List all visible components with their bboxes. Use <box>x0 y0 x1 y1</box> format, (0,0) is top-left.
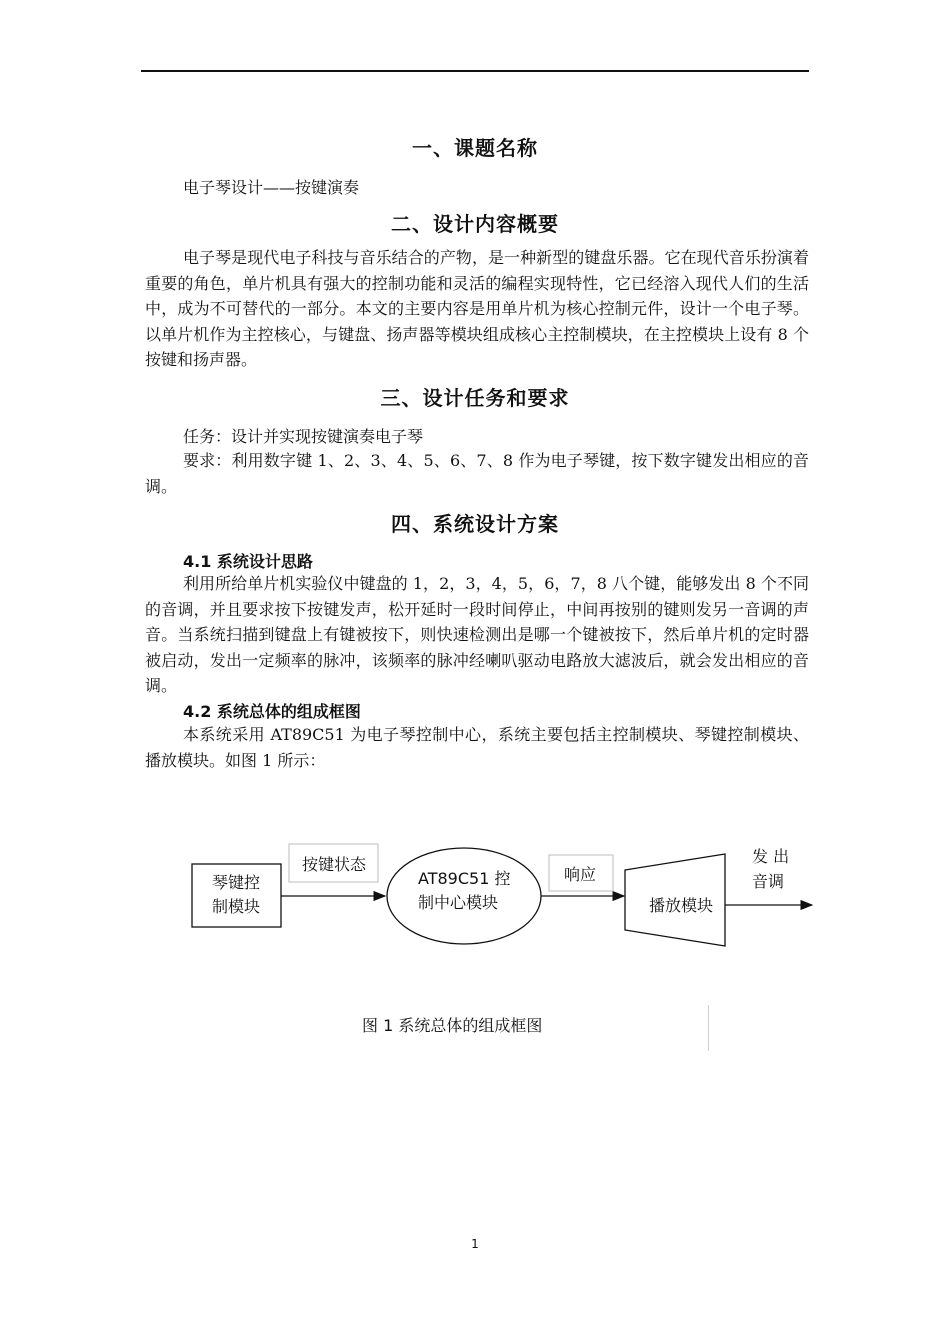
heading-tasks: 三、设计任务和要求 <box>380 386 570 410</box>
header-rule <box>141 70 809 72</box>
player-label: 播放模块 <box>648 896 714 915</box>
subheading-4-1: 4.1 系统设计思路 <box>183 552 313 571</box>
requirement-paragraph: 要求：利用数字键 1、2、3、4、5、6、7、8 作为电子琴键，按下数字键发出相应的音调。 <box>145 451 809 496</box>
task-text: 任务：设计并实现按键演奏电子琴 <box>183 427 424 446</box>
response-label: 响应 <box>563 865 597 884</box>
heading-summary: 二、设计内容概要 <box>391 212 559 236</box>
caption-divider <box>708 1005 709 1051</box>
heading-scheme: 四、系统设计方案 <box>391 512 559 536</box>
figure-caption: 图 1 系统总体的组成框图 <box>362 1016 543 1035</box>
mcu-label-1: AT89C51 控 <box>418 869 511 888</box>
key-state-label: 按键状态 <box>301 855 367 874</box>
summary-paragraph: 电子琴是现代电子科技与音乐结合的产物，是一种新型的键盘乐器。它在现代音乐扮演着重要的角色，单片机具有强大的控制功能和灵活的编程实现特性，它已经溶入现代人们的生活中，成为不可替代的一部分。本文的主要内容是用单片机为核心控制元件，设计一个电子琴。以单片机作为主控核心，与键盘、扬声器等模块组成核心主控制模块，在主控模块上设有 8 个按键和扬声器。 <box>145 248 809 369</box>
key-control-label-2: 制模块 <box>211 897 261 916</box>
output-label-1: 发 出 <box>752 847 790 866</box>
design-idea-paragraph: 利用所给单片机实验仪中键盘的 1，2，3，4，5，6，7，8 八个键，能够发出 8 个不同的音调，并且要求按下按键发声，松开延时一段时间停止，中间再按别的键则发另一音调的声音。当系统扫描到键盘上有键被按下，则快速检测出是哪一个键被按下，然后单片机的定时器被启动，发出一定频率的脉冲，该频率的脉冲经喇叭驱动电路放大滤波后，就会发出相应的音调。 <box>145 574 809 695</box>
topic-text: 电子琴设计——按键演奏 <box>183 178 360 197</box>
mcu-label-2: 制中心模块 <box>418 893 499 912</box>
output-label-2: 音调 <box>752 872 785 891</box>
key-control-label-1: 琴键控 <box>211 873 261 892</box>
heading-topic: 一、课题名称 <box>412 136 538 160</box>
block-diagram <box>0 830 950 980</box>
subheading-4-2: 4.2 系统总体的组成框图 <box>183 702 361 721</box>
page-number: 1 <box>471 1237 479 1251</box>
block-diagram-intro: 本系统采用 AT89C51 为电子琴控制中心，系统主要包括主控制模块、琴键控制模块、播放模块。如图 1 所示： <box>145 725 809 770</box>
